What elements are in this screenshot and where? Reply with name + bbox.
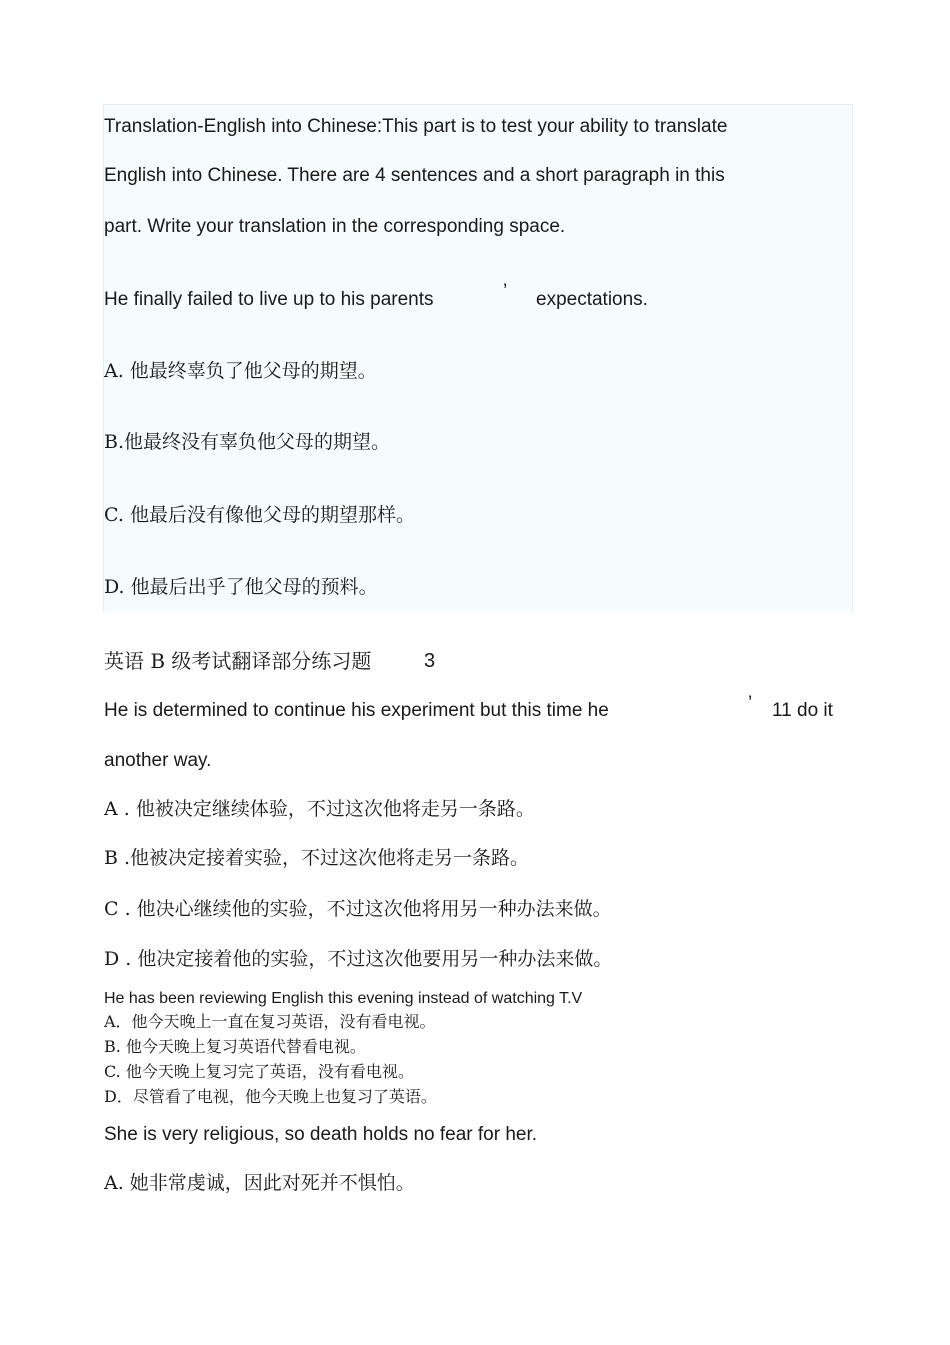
q1-stem-part-2: expectations. [536,289,648,310]
intro-line-2: English into Chinese. There are 4 sentences and a short paragraph in this [104,165,725,186]
intro-line-3: part. Write your translation in the corresponding space. [104,216,566,237]
q2-option-c: C . 他决心继续他的实验，不过这次他将用另一种办法来做。 [104,898,612,920]
q2-option-b: B .他被决定接着实验，不过这次他将走另一条路。 [104,847,530,869]
q4-stem: She is very religious, so death holds no fear for her. [104,1124,538,1145]
q4-option-a: A. 她非常虔诚，因此对死并不惧怕。 [104,1172,415,1194]
q1-option-b: B.他最终没有辜负他父母的期望。 [104,431,391,453]
section-title: 英语 B 级考试翻译部分练习题 [104,649,372,673]
q3-option-b: B. 他今天晚上复习英语代替看电视。 [104,1037,366,1056]
q1-option-d: D. 他最后出乎了他父母的预料。 [104,576,378,598]
q1-stem-part-1: He finally failed to live up to his parents [104,289,434,310]
q3-option-a: A．他今天晚上一直在复习英语，没有看电视。 [104,1012,436,1031]
q3-option-d: D．尽管看了电视，他今天晚上也复习了英语。 [104,1087,437,1106]
q2-stem-part-3: another way. [104,750,212,771]
q2-option-d: D . 他决定接着他的实验，不过这次他要用另一种办法来做。 [104,948,613,970]
q2-stem-part-2: 11 do it [772,700,833,721]
q2-option-a: A . 他被决定继续体验，不过这次他将走另一条路。 [104,798,535,820]
q1-apostrophe: ’ [503,281,508,302]
q1-option-a: A. 他最终辜负了他父母的期望。 [104,360,377,382]
section-number: 3 [424,650,436,672]
q3-stem: He has been reviewing English this evening instead of watching T.V [104,990,583,1007]
intro-line-1: Translation-English into Chinese:This part is to test your ability to translate [104,116,728,137]
q3-option-c: C. 他今天晚上复习完了英语，没有看电视。 [104,1062,414,1081]
q2-stem-part-1: He is determined to continue his experiment but this time he [104,700,609,721]
q1-option-c: C. 他最后没有像他父母的期望那样。 [104,504,415,526]
q2-apostrophe: ’ [748,693,753,714]
